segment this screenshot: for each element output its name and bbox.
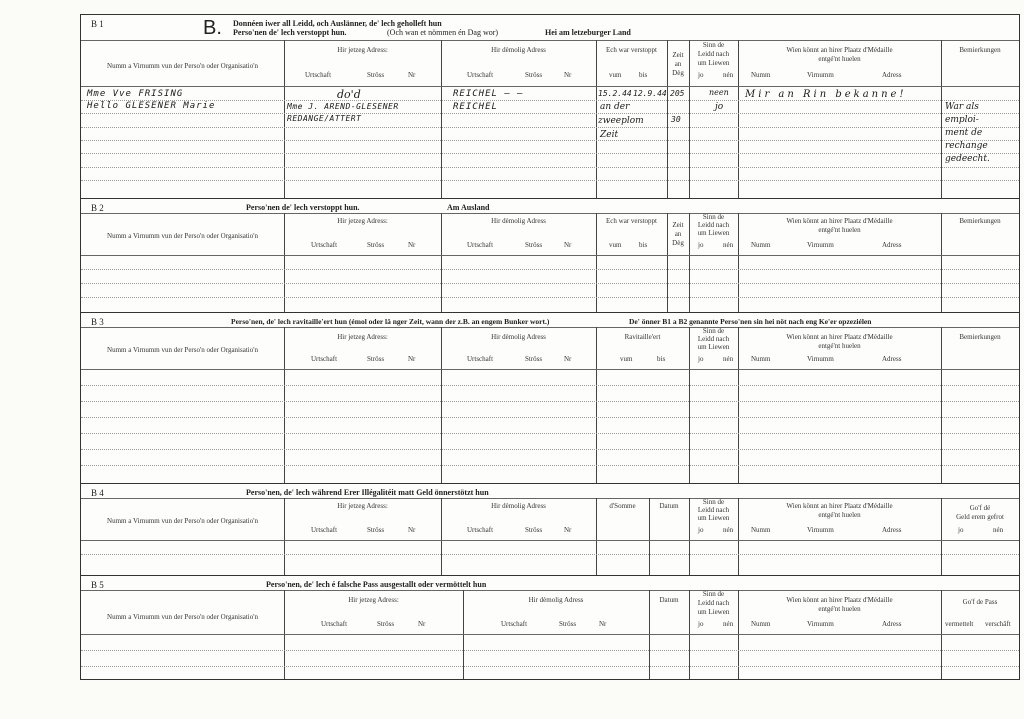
section-title: Perso'nen de' lech verstoppt hun. xyxy=(246,203,360,212)
sub-stross: Ströss xyxy=(367,355,385,363)
sub-nen: nén xyxy=(993,526,1004,534)
col-current-address: Hir jetzeg Adress: xyxy=(337,46,388,54)
entry-former-1: REICHEL — — xyxy=(453,89,524,99)
col-name-header: Numm a Virnumm vun der Perso'n oder Organisatio'n xyxy=(107,517,258,525)
section-b2 xyxy=(81,199,1019,313)
registration-form-sheet xyxy=(80,14,1020,680)
sub-nen: nén xyxy=(723,526,734,534)
sub-urtschaft: Urtschaft xyxy=(467,71,494,79)
section-title: Perso'nen, de' lech während Erer Illégalitéit matt Geld önnerstötzt hun xyxy=(246,488,489,497)
sub-nen: nén xyxy=(723,620,734,628)
col-medal: Wien könnt an hirer Plaatz d'Médaille xyxy=(786,333,893,341)
sub-bis: bis xyxy=(639,71,648,79)
col-medal-2: entgé'nt huelen xyxy=(818,342,861,350)
col-leidd: Leidd nach xyxy=(697,506,730,514)
sub-adress: Adress xyxy=(882,71,902,79)
sub-nr: Nr xyxy=(564,71,572,79)
sub-virnumm: Virnumm xyxy=(807,241,834,249)
sub-vermettelt: vermettelt xyxy=(945,620,974,628)
col-hidden: Ech war verstoppt xyxy=(606,217,657,225)
col-former-address: Hir dèmolig Adress xyxy=(528,596,584,604)
sub-stross: Ströss xyxy=(559,620,577,628)
entry-from-1: 15.2.44 xyxy=(598,89,632,98)
col-remarks: Bemierkungen xyxy=(959,333,1001,341)
col-liewen: um Liewen xyxy=(697,229,730,237)
sub-nr: Nr xyxy=(599,620,607,628)
section-title-2b: (Och wan et nömmen én Dag wor) xyxy=(387,28,499,37)
entry-name-2: Hello GLESENER Marie xyxy=(87,101,216,111)
col-medal-2: entgé'nt huelen xyxy=(818,511,861,519)
section-b1 xyxy=(81,15,1019,199)
col-sinn: Sinn de xyxy=(702,41,725,49)
col-deg: Dèg xyxy=(672,69,684,77)
entry-remark-3: ment de xyxy=(945,128,983,138)
entry-current-1: do'd xyxy=(337,88,361,101)
sub-vum: vum xyxy=(609,71,622,79)
sub-stross: Ströss xyxy=(377,620,395,628)
sub-urtschaft: Urtschaft xyxy=(467,355,494,363)
entry-yes-1: neen xyxy=(709,88,729,97)
sub-stross: Ströss xyxy=(525,355,543,363)
sub-jo: jo xyxy=(698,526,704,534)
entry-remark-5: gedeecht. xyxy=(945,154,990,164)
col-name-header: Numm a Virnumm vun der Perso'n oder Organisatio'n xyxy=(107,613,258,621)
col-leidd: Leidd nach xyxy=(697,335,730,343)
sub-numm: Numm xyxy=(751,526,771,534)
sub-numm: Numm xyxy=(751,620,771,628)
col-zeit: Zeit xyxy=(672,51,684,59)
section-title-3: Hei am letzeburger Land xyxy=(545,28,631,37)
col-medal: Wien könnt an hirer Plaatz d'Médaille xyxy=(786,217,893,225)
col-ravitailleiert: Ravitaille'ert xyxy=(624,333,661,341)
sub-stross: Ströss xyxy=(367,71,385,79)
entry-remark-1: War als xyxy=(945,102,979,112)
sub-numm: Numm xyxy=(751,355,771,363)
sub-virnumm: Virnumm xyxy=(807,355,834,363)
entry-current-3: REDANGE/ATTERT xyxy=(287,114,362,123)
entry-from-4: Zeit xyxy=(600,130,619,140)
col-sinn: Sinn de xyxy=(702,327,725,335)
section-title: Donnéen iwer all Leidd, och Auslänner, de' lech geholleft hun xyxy=(233,19,442,28)
sub-bis: bis xyxy=(657,355,666,363)
sub-urtschaft: Urtschaft xyxy=(305,71,332,79)
sub-urtschaft: Urtschaft xyxy=(311,355,338,363)
section-title-2: Am Ausland xyxy=(447,203,490,212)
section-b5 xyxy=(81,576,1019,679)
entry-from-2: an der xyxy=(600,102,630,112)
sub-nr: Nr xyxy=(408,241,416,249)
col-name-header: Numm a Virnumm vun der Perso'n oder Organisatio'n xyxy=(107,62,258,70)
sub-stross: Ströss xyxy=(367,526,385,534)
sub-jo: jo xyxy=(698,355,704,363)
sub-vum: vum xyxy=(609,241,622,249)
sub-urtschaft: Urtschaft xyxy=(311,241,338,249)
col-money-returned: Go'f dé xyxy=(969,504,991,512)
entry-remark-2: emploi- xyxy=(945,115,979,125)
col-liewen: um Liewen xyxy=(697,608,730,616)
col-medal: Wien könnt an hirer Plaatz d'Médaille xyxy=(786,596,893,604)
section-letter: B. xyxy=(203,17,222,39)
col-medal: Wien könnt an hirer Plaatz d'Médaille xyxy=(786,46,893,54)
col-medal-2: entgé'nt huelen xyxy=(818,605,861,613)
col-an: an xyxy=(674,230,682,238)
col-an: an xyxy=(674,60,682,68)
section-code: B 2 xyxy=(91,203,104,213)
col-medal: Wien könnt an hirer Plaatz d'Médaille xyxy=(786,502,893,510)
entry-former-2: REICHEL xyxy=(453,102,498,112)
col-liewen: um Liewen xyxy=(697,343,730,351)
sub-jo: jo xyxy=(698,241,704,249)
sub-nen: nén xyxy=(723,355,734,363)
sub-nr: Nr xyxy=(408,526,416,534)
section-code: B 5 xyxy=(91,580,104,590)
col-current-address: Hir jetzeg Adress: xyxy=(348,596,399,604)
col-date: Datum xyxy=(659,596,679,604)
col-leidd: Leidd nach xyxy=(697,599,730,607)
section-code: B 1 xyxy=(91,19,104,29)
col-name-header: Numm a Virnumm vun der Perso'n oder Organisatio'n xyxy=(107,232,258,240)
entry-days-2: 30 xyxy=(671,115,681,124)
sub-stross: Ströss xyxy=(525,241,543,249)
sub-virnumm: Virnumm xyxy=(807,71,834,79)
sub-vum: vum xyxy=(620,355,633,363)
col-name-header: Numm a Virnumm vun der Perso'n oder Organisatio'n xyxy=(107,346,258,354)
col-zeit: Zeit xyxy=(672,221,684,229)
col-sinn: Sinn de xyxy=(702,213,725,221)
sub-urtschaft: Urtschaft xyxy=(321,620,348,628)
col-leidd: Leidd nach xyxy=(697,50,730,58)
sub-nr: Nr xyxy=(564,241,572,249)
sub-nr: Nr xyxy=(408,355,416,363)
col-former-address: Hir dèmolig Adress xyxy=(491,333,546,341)
section-code: B 4 xyxy=(91,488,104,498)
section-code: B 3 xyxy=(91,317,104,327)
sub-nr: Nr xyxy=(564,355,572,363)
sub-virnumm: Virnumm xyxy=(807,620,834,628)
col-money-returned-2: Geld erem gefrot xyxy=(956,513,1004,521)
entry-days-1: 205 xyxy=(670,89,685,98)
sub-stross: Ströss xyxy=(367,241,385,249)
entry-medal-nominee: Mir an Rin bekanne! xyxy=(745,89,907,100)
col-sinn: Sinn de xyxy=(702,590,725,598)
entry-name-1: Mme Vve FRISING xyxy=(87,89,184,99)
col-former-address: Hir dèmolig Adress xyxy=(491,217,546,225)
sub-virnumm: Virnumm xyxy=(807,526,834,534)
sub-nen: nén xyxy=(723,71,734,79)
sub-nr: Nr xyxy=(564,526,572,534)
sub-urtschaft: Urtschaft xyxy=(467,526,494,534)
sub-jo: jo xyxy=(698,71,704,79)
col-hidden: Ech war verstoppt xyxy=(606,46,657,54)
sub-numm: Numm xyxy=(751,71,771,79)
section-title: Perso'nen, de' lech ravitaille'ert hun (émol oder lä nger Zeit, wann der z.B. an engem Bunker wort.) xyxy=(231,317,550,326)
col-sinn: Sinn de xyxy=(702,498,725,506)
col-pass: Go'f de Pass xyxy=(962,598,998,606)
col-medal-2: entgé'nt huelen xyxy=(818,226,861,234)
col-liewen: um Liewen xyxy=(697,59,730,67)
col-deg: Dèg xyxy=(672,239,684,247)
col-current-address: Hir jetzeg Adress: xyxy=(337,502,388,510)
col-liewen: um Liewen xyxy=(697,514,730,522)
col-current-address: Hir jetzeg Adress: xyxy=(337,333,388,341)
sub-adress: Adress xyxy=(882,241,902,249)
section-title: Perso'nen, de' lech é falsche Pass ausgestallt oder vermöttelt hun xyxy=(266,580,487,589)
entry-yes-2: jo xyxy=(715,102,724,112)
col-former-address: Hir dèmolig Adress xyxy=(491,46,546,54)
sub-jo: jo xyxy=(698,620,704,628)
col-medal-2: entgé'nt huelen xyxy=(818,55,861,63)
sub-stross: Ströss xyxy=(525,526,543,534)
sub-nr: Nr xyxy=(408,71,416,79)
col-remarks: Bemierkungen xyxy=(959,217,1001,225)
sub-jo: jo xyxy=(958,526,964,534)
col-current-address: Hir jetzeg Adress: xyxy=(337,217,388,225)
entry-current-2: Mme J. AREND-GLESENER xyxy=(287,102,399,111)
sub-adress: Adress xyxy=(882,355,902,363)
section-b3 xyxy=(81,313,1019,484)
sub-numm: Numm xyxy=(751,241,771,249)
sub-stross: Ströss xyxy=(525,71,543,79)
entry-remark-4: rechange xyxy=(945,141,988,151)
sub-bis: bis xyxy=(639,241,648,249)
sub-urtschaft: Urtschaft xyxy=(467,241,494,249)
section-title-2: Perso'nen de' lech verstoppt hun. xyxy=(233,28,347,37)
sub-urtschaft: Urtschaft xyxy=(501,620,528,628)
sub-verschafft: verschâft xyxy=(985,620,1011,628)
sub-adress: Adress xyxy=(882,620,902,628)
sub-nen: nén xyxy=(723,241,734,249)
col-date: Datum xyxy=(659,502,679,510)
entry-from-3: zweeplom xyxy=(598,116,644,126)
section-title-2: De' önner B1 a B2 genannte Perso'nen sin hei nöt nach eng Ke'er opzeziélen xyxy=(629,317,872,326)
entry-to-1: 12.9.44 xyxy=(633,89,667,98)
section-b4 xyxy=(81,484,1019,576)
col-former-address: Hir dèmolig Adress xyxy=(491,502,546,510)
sub-nr: Nr xyxy=(418,620,426,628)
sub-adress: Adress xyxy=(882,526,902,534)
col-leidd: Leidd nach xyxy=(697,221,730,229)
col-remarks: Bemierkungen xyxy=(959,46,1001,54)
col-sum: d'Somme xyxy=(609,502,636,510)
sub-urtschaft: Urtschaft xyxy=(311,526,338,534)
